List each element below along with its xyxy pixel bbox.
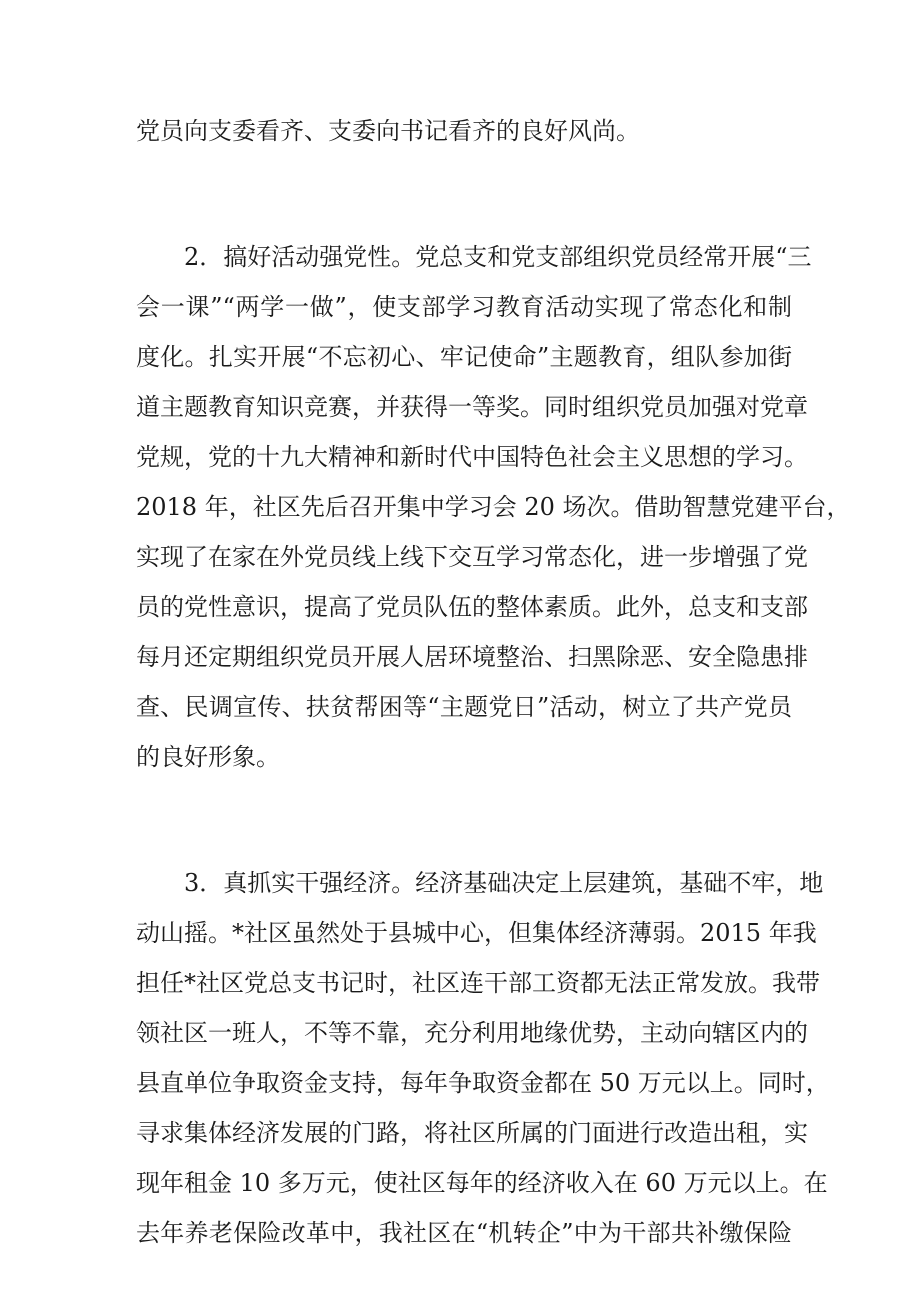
paragraph-2-line-5: 党规，党的十九大精神和新时代中国特色社会主义思想的学习。 <box>136 443 808 471</box>
paragraph-2-line-2: 会一课”“两学一做”，使支部学习教育活动实现了常态化和制 <box>136 293 792 321</box>
paragraph-2-line-6: 2018 年，社区先后召开集中学习会 20 场次。借助智慧党建平台， <box>136 493 851 521</box>
paragraph-2-line-9: 每月还定期组织党员开展人居环境整治、扫黑除恶、安全隐患排 <box>136 643 808 671</box>
paragraph-2-line-8: 员的党性意识，提高了党员队伍的整体素质。此外，总支和支部 <box>136 593 808 621</box>
paragraph-2-line-11: 的良好形象。 <box>136 743 280 771</box>
paragraph-3-line-3: 担任*社区党总支书记时，社区连干部工资都无法正常发放。我带 <box>136 969 820 997</box>
paragraph-3-line-5: 县直单位争取资金支持，每年争取资金都在 50 万元以上。同时， <box>136 1069 830 1097</box>
paragraph-3-line-8: 去年养老保险改革中，我社区在“机转企”中为干部共补缴保险 <box>136 1219 792 1247</box>
paragraph-3-line-2: 动山摇。*社区虽然处于县城中心，但集体经济薄弱。2015 年我 <box>136 919 817 947</box>
paragraph-2-line-4: 道主题教育知识竞赛，并获得一等奖。同时组织党员加强对党章 <box>136 393 808 421</box>
paragraph-2-line-1: 2．搞好活动强党性。党总支和党支部组织党员经常开展“三 <box>184 243 812 271</box>
paragraph-3-line-1: 3．真抓实干强经济。经济基础决定上层建筑，基础不牢，地 <box>184 869 824 897</box>
paragraph-2-line-3: 度化。扎实开展“不忘初心、牢记使命”主题教育，组队参加街 <box>136 343 792 371</box>
paragraph-3-line-7: 现年租金 10 多万元，使社区每年的经济收入在 60 万元以上。在 <box>136 1169 828 1197</box>
paragraph-2-line-10: 查、民调宣传、扶贫帮困等“主题党日”活动，树立了共产党员 <box>136 693 792 721</box>
paragraph-1-line-1: 党员向支委看齐、支委向书记看齐的良好风尚。 <box>136 117 640 145</box>
paragraph-3-line-6: 寻求集体经济发展的门路，将社区所属的门面进行改造出租，实 <box>136 1119 808 1147</box>
paragraph-3-line-4: 领社区一班人，不等不靠，充分利用地缘优势，主动向辖区内的 <box>136 1019 808 1047</box>
paragraph-2-line-7: 实现了在家在外党员线上线下交互学习常态化，进一步增强了党 <box>136 543 808 571</box>
